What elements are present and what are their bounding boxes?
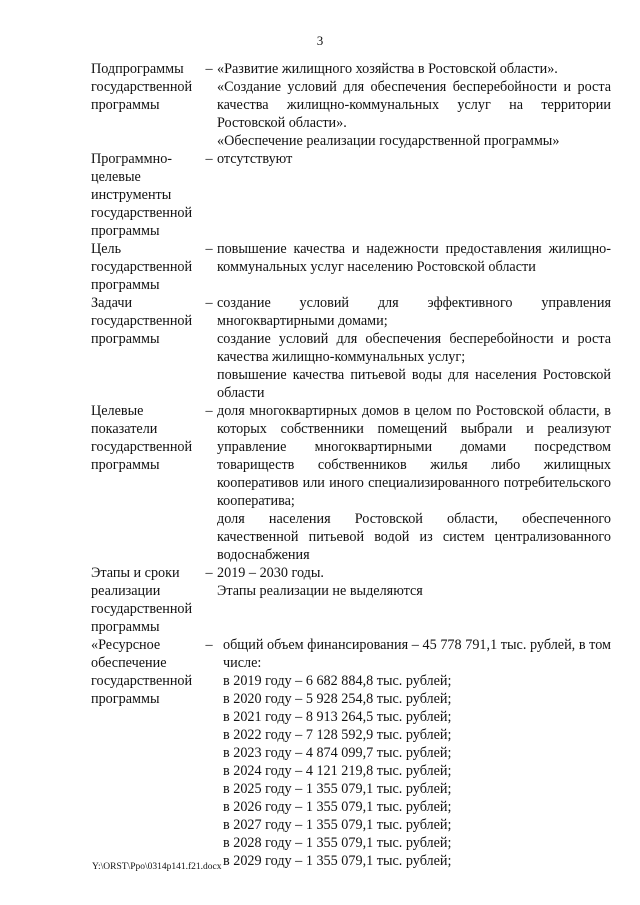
row-label: Программно-целевые инструменты государственной программы — [91, 151, 193, 239]
paragraph: «Обеспечение реализации государственной программы» — [217, 133, 560, 149]
table-row — [91, 60, 611, 150]
paragraph: повышение качества питьевой воды для населения Ростовской области — [217, 367, 611, 401]
row-value — [217, 294, 611, 402]
row-value — [217, 240, 611, 294]
funding-year: в 2026 году – 1 355 079,1 тыс. рублей; — [223, 799, 452, 815]
funding-year: в 2022 году – 7 128 592,9 тыс. рублей; — [223, 727, 452, 743]
funding-year: в 2023 году – 4 874 099,7 тыс. рублей; — [223, 745, 452, 761]
page-number: 3 — [316, 33, 324, 48]
funding-year: в 2029 году – 1 355 079,1 тыс. рублей; — [223, 853, 452, 869]
row-label: Этапы и сроки реализации государственной программы — [91, 565, 193, 635]
row-dash: – — [205, 241, 213, 257]
row-dash: – — [205, 295, 213, 311]
funding-year: в 2025 году – 1 355 079,1 тыс. рублей; — [223, 781, 452, 797]
row-dash: – — [205, 61, 213, 77]
paragraph: Этапы реализации не выделяются — [217, 583, 423, 599]
funding-year: в 2020 году – 5 928 254,8 тыс. рублей; — [223, 691, 452, 707]
row-label: Целевые показатели государственной программы — [91, 403, 193, 473]
row-label: Подпрограммы государственной программы — [91, 61, 193, 113]
paragraph: 2019 – 2030 годы. — [217, 565, 324, 581]
footer-file-path: Y:\ORST\Ppo\0314p141.f21.docx — [92, 862, 222, 872]
paragraph: создание условий для обеспечения бесперебойности и роста качества жилищно-коммунальных услуг; — [217, 331, 611, 365]
row-dash: – — [205, 403, 213, 419]
funding-total: общий объем финансирования – 45 778 791,1 тыс. рублей, в том числе: — [223, 637, 611, 671]
paragraph: «Развитие жилищного хозяйства в Ростовской области». — [217, 61, 558, 77]
row-value — [217, 60, 611, 150]
funding-year: в 2027 году – 1 355 079,1 тыс. рублей; — [223, 817, 452, 833]
row-label: Цель государственной программы — [91, 241, 193, 293]
row-label: Задачи государственной программы — [91, 295, 193, 347]
paragraph: «Создание условий для обеспечения бесперебойности и роста качества жилищно-коммунальных услуг на территории Ростовской области». — [217, 79, 611, 131]
table-row — [91, 402, 611, 564]
row-value — [217, 564, 611, 636]
row-label: «Ресурсное обеспечение государственной программы — [91, 637, 193, 707]
paragraph: создание условий для эффективного управления многоквартирными домами; — [217, 295, 611, 329]
funding-year: в 2024 году – 4 121 219,8 тыс. рублей; — [223, 763, 452, 779]
table-row — [91, 240, 611, 294]
table-row — [91, 564, 611, 636]
funding-year: в 2019 году – 6 682 884,8 тыс. рублей; — [223, 673, 452, 689]
funding-year: в 2028 году – 1 355 079,1 тыс. рублей; — [223, 835, 452, 851]
paragraph: доля населения Ростовской области, обеспеченного качественной питьевой водой из систем централизованного водоснабжения — [217, 511, 611, 563]
row-value — [217, 402, 611, 564]
paragraph: повышение качества и надежности предоставления жилищно-коммунальных услуг населению Ростовской области — [217, 241, 611, 275]
table-row — [91, 294, 611, 402]
row-dash: – — [205, 565, 213, 581]
row-value — [217, 150, 611, 240]
paragraph: отсутствуют — [217, 151, 293, 167]
funding-list — [217, 636, 611, 870]
row-dash: – — [205, 637, 213, 653]
table-row — [91, 636, 611, 870]
table-row — [91, 150, 611, 240]
row-dash: – — [205, 151, 213, 167]
program-passport-table — [91, 60, 611, 870]
funding-year: в 2021 году – 8 913 264,5 тыс. рублей; — [223, 709, 452, 725]
paragraph: доля многоквартирных домов в целом по Ростовской области, в которых собственники помещений выбрали и реализуют управление многоквартирными домами посредством товариществ собственников жилья либо жилищных кооперативов или иного специализированного потребительского кооператива; — [217, 403, 611, 509]
